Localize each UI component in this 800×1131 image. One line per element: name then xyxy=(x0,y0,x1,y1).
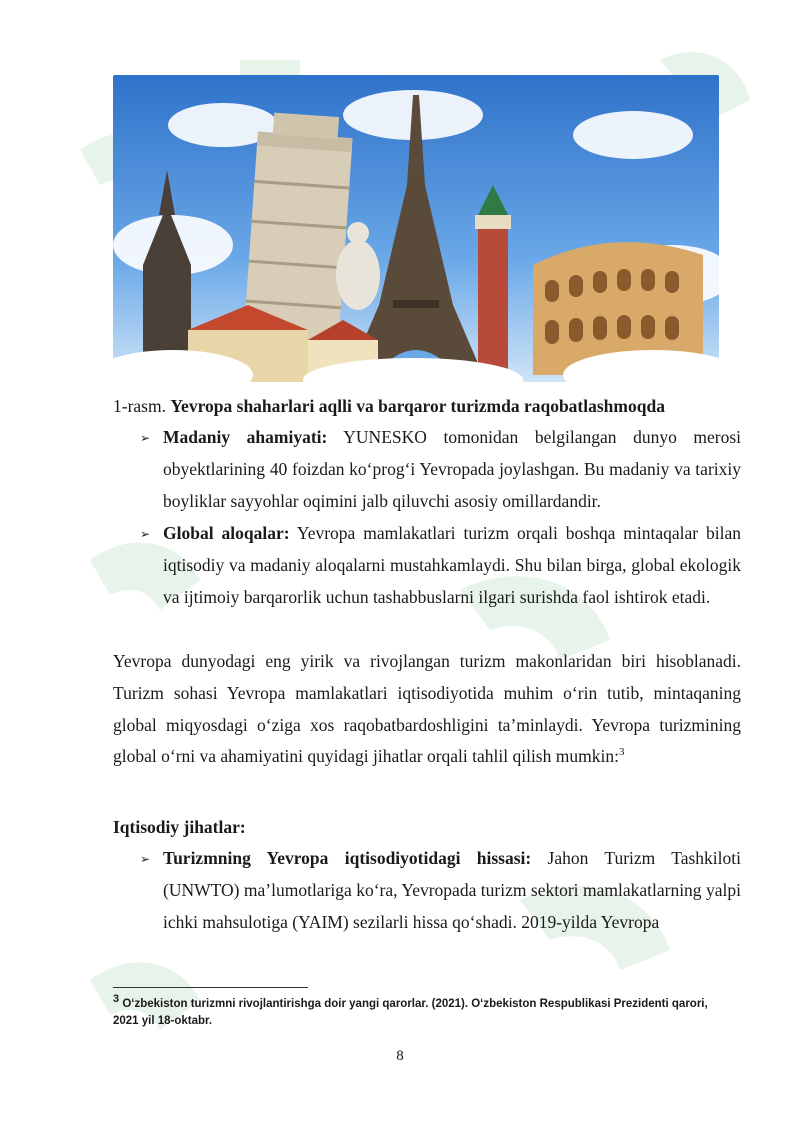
section-subheading: Iqtisodiy jihatlar: xyxy=(113,817,246,837)
page-number: 8 xyxy=(396,1048,404,1064)
footnote-number: 3 xyxy=(113,993,120,1006)
landmarks-illustration xyxy=(113,75,719,382)
caption-title: Yevropa shaharlari aqlli va barqaror turizmda raqobatlashmoqda xyxy=(170,396,665,416)
bell-tower xyxy=(475,185,511,375)
bullet-item-cultural xyxy=(163,422,741,517)
bullet-lead: Global aloqalar: xyxy=(163,523,290,543)
caption-prefix: 1-rasm. xyxy=(113,396,166,416)
bullet-lead: Turizmning Yevropa iqtisodiyotidagi hissasi: xyxy=(163,848,532,868)
footnote-text: O‘zbekiston turizmni rivojlantirishga doir yangi qarorlar. (2021). O‘zbekiston Respublikasi Prezidenti qarori, 2021 yil 18-oktabr. xyxy=(113,998,708,1027)
bullet-text: Jahon Turizm Tashkiloti (UNWTO) ma’lumotlariga ko‘ra, Yevropada turizm sektori mamlakatlarning yalpi ichki mahsulotiga (YAIM) sezilarli hissa qo‘shadi. 2019-yilda Yevropa xyxy=(163,848,741,932)
bullet-lead: Madaniy ahamiyati: xyxy=(163,427,328,447)
figure-caption xyxy=(113,396,665,417)
bullet-arrow-icon: ➢ xyxy=(140,431,151,445)
footnote-reference: 3 xyxy=(618,746,625,759)
footnote-divider xyxy=(113,987,308,988)
footnote xyxy=(113,993,723,1030)
europe-landmarks-collage-image xyxy=(113,75,719,382)
bullet-item-economy xyxy=(163,843,741,938)
bullet-item-global xyxy=(163,518,741,613)
body-paragraph xyxy=(113,646,741,773)
bullet-arrow-icon: ➢ xyxy=(140,527,151,541)
bullet-arrow-icon: ➢ xyxy=(140,852,151,866)
bullet-text: YUNESKO tomonidan belgilangan dunyo merosi obyektlarining 40 foizdan ko‘prog‘i Yevropada joylashgan. Bu madaniy va tarixiy boyliklar sayyohlar oqimini jalb qiluvchi asosiy omillardandir. xyxy=(163,427,742,511)
paragraph-text: Yevropa dunyodagi eng yirik va rivojlangan turizm makonlaridan biri hisoblanadi. Turizm sohasi Yevropa mamlakatlari iqtisodiyotida muhim o‘rin tutib, mintaqaning global miqyosdagi o‘ziga xos raqobatbardoshligini ta’minlaydi. Yevropa turizmining global o‘rni va ahamiyatini quyidagi jihatlar orqali tahlil qilish mumkin: xyxy=(113,651,741,767)
bullet-text: Yevropa mamlakatlari turizm orqali boshqa mintaqalar bilan iqtisodiy va madaniy aloqalarni mustahkamlaydi. Shu bilan birga, global ekologik va ijtimoiy barqarorlik uchun tashabbuslarni ilgari surishda faol ishtirok etadi. xyxy=(163,523,742,607)
